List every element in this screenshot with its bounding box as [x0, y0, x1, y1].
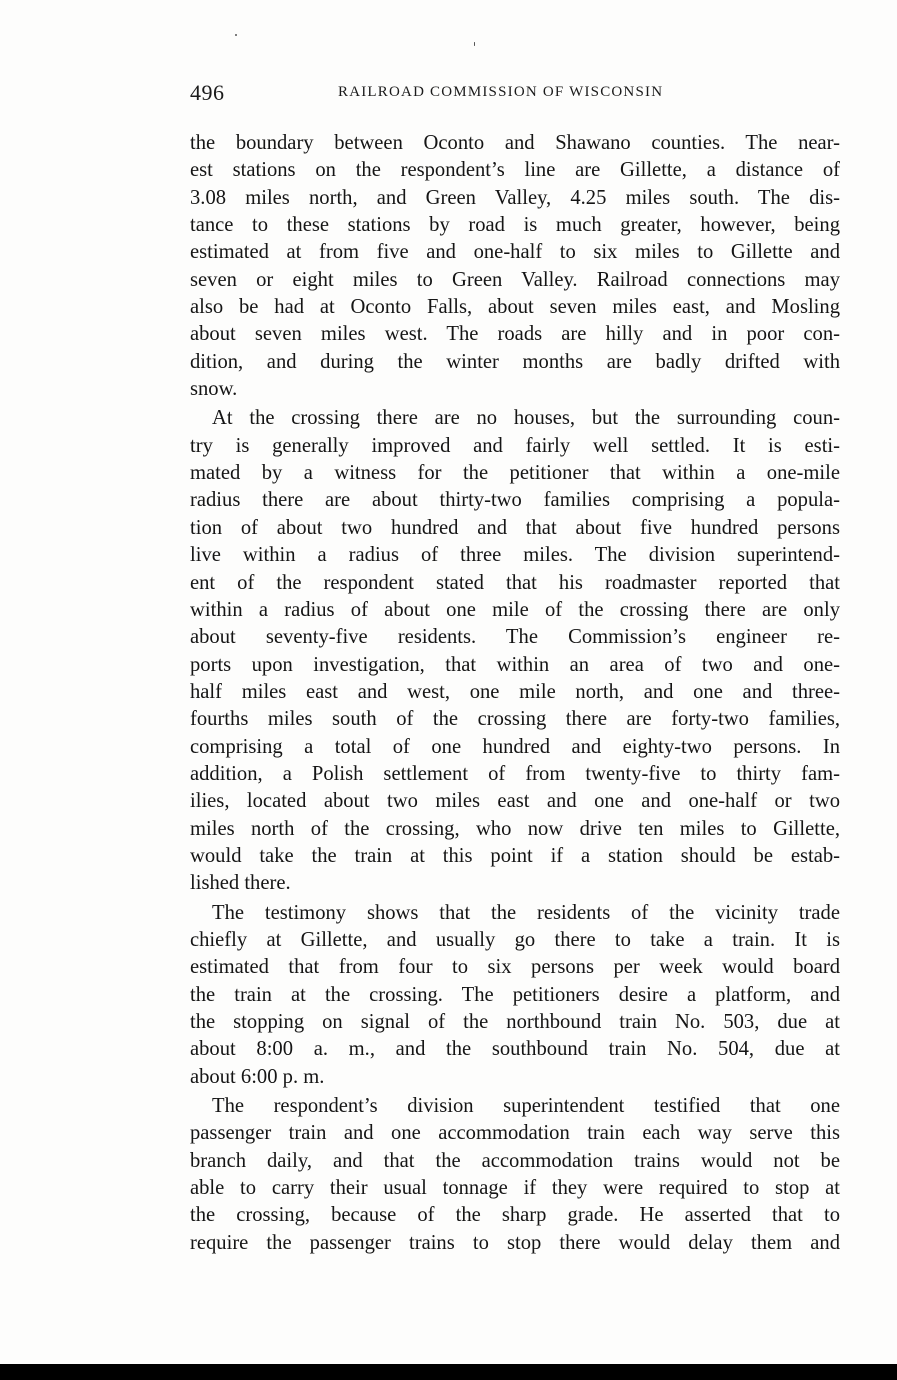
paragraph — [190, 130, 840, 403]
text-line: require the passenger trains to stop there would delay them and — [190, 1231, 840, 1254]
text-line: At the crossing there are no houses, but the surrounding coun- — [212, 407, 840, 430]
body-text — [190, 130, 840, 1257]
text-line: 3.08 miles north, and Green Valley, 4.25 miles south. The dis- — [190, 186, 840, 209]
text-line: ports upon investigation, that within an area of two and one- — [190, 653, 840, 676]
text-line: the train at the crossing. The petitioners desire a platform, and — [190, 983, 840, 1006]
text-line: ent of the respondent stated that his roadmaster reported that — [190, 571, 840, 594]
text-line: The testimony shows that the residents of the vicinity trade — [212, 901, 840, 924]
text-line: would take the train at this point if a station should be estab- — [190, 844, 840, 867]
text-line: mated by a witness for the petitioner that within a one-mile — [190, 462, 840, 485]
text-line: dition, and during the winter months are badly drifted with — [190, 350, 840, 373]
text-line: miles north of the crossing, who now drive ten miles to Gillette, — [190, 817, 840, 840]
text-line: snow. — [190, 378, 238, 401]
text-line: radius there are about thirty-two families comprising a popula- — [190, 489, 840, 512]
text-line: the boundary between Oconto and Shawano counties. The near- — [190, 132, 840, 154]
text-line: about 6:00 p. m. — [190, 1065, 325, 1088]
text-line: about seventy-five residents. The Commission’s engineer re- — [190, 626, 840, 649]
paragraph — [190, 405, 840, 897]
page-header — [190, 80, 840, 112]
text-line: est stations on the respondent’s line are Gillette, a distance of — [190, 159, 840, 182]
text-line: about seven miles west. The roads are hilly and in poor con- — [190, 323, 840, 346]
text-line: addition, a Polish settlement of from twenty-five to thirty fam- — [190, 762, 840, 785]
text-line: within a radius of about one mile of the crossing there are only — [190, 598, 840, 621]
text-line: fourths miles south of the crossing there are forty-two families, — [190, 708, 840, 731]
text-line: the stopping on signal of the northbound train No. 503, due at — [190, 1011, 840, 1033]
text-line: live within a radius of three miles. The division superintend- — [190, 544, 840, 567]
page-number: 496 — [190, 80, 225, 105]
scan-speck — [235, 34, 237, 36]
scan-edge-bar — [0, 1364, 897, 1380]
text-line: chiefly at Gillette, and usually go there to take a train. It is — [190, 928, 840, 951]
text-line: tion of about two hundred and that about five hundred persons — [190, 516, 840, 539]
text-line: the crossing, because of the sharp grade. He asserted that to — [190, 1204, 840, 1227]
running-head: RAILROAD COMMISSION OF WISCONSIN — [338, 84, 664, 100]
text-line: also be had at Oconto Falls, about seven miles east, and Mosling — [190, 296, 840, 319]
scan-speck — [474, 42, 475, 46]
text-line: seven or eight miles to Green Valley. Railroad connections may — [190, 268, 840, 291]
text-line: about 8:00 a. m., and the southbound train No. 504, due at — [190, 1038, 840, 1061]
text-line: half miles east and west, one mile north, and one and three- — [190, 680, 840, 703]
text-line: lished there. — [190, 872, 291, 895]
text-line: estimated at from five and one-half to six miles to Gillette and — [190, 241, 840, 264]
text-line: ilies, located about two miles east and one and one-half or two — [190, 790, 840, 813]
text-line: The respondent’s division superintendent testified that one — [212, 1095, 840, 1118]
text-line: able to carry their usual tonnage if they were required to stop at — [190, 1177, 840, 1200]
text-line: estimated that from four to six persons per week would board — [190, 956, 840, 979]
paragraph — [190, 1093, 840, 1257]
text-line: comprising a total of one hundred and eighty-two persons. In — [190, 735, 840, 758]
text-line: try is generally improved and fairly well settled. It is esti- — [190, 434, 840, 457]
paragraph — [190, 900, 840, 1091]
text-line: tance to these stations by road is much greater, however, being — [190, 214, 840, 237]
text-line: branch daily, and that the accommodation trains would not be — [190, 1149, 840, 1172]
text-line: passenger train and one accommodation train each way serve this — [190, 1122, 840, 1145]
